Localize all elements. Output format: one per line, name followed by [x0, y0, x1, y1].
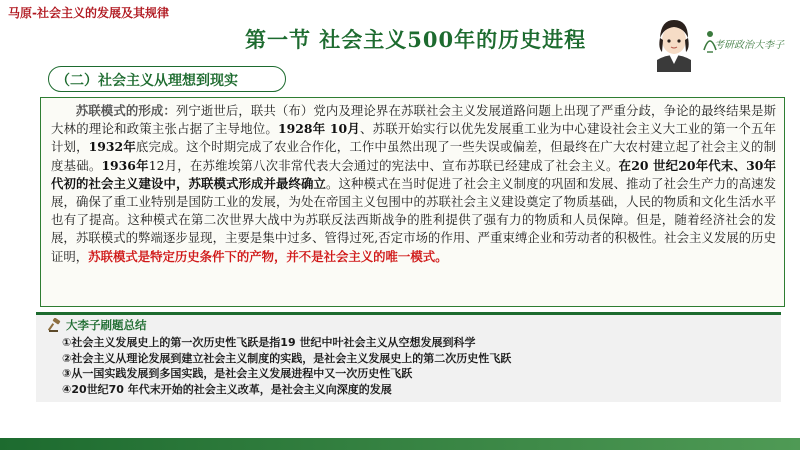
page-title: 第一节 社会主义500年的历史进程: [245, 27, 587, 52]
content-box: [40, 97, 785, 307]
content-bold-1: 1928年 10月: [278, 121, 360, 137]
content-bold-2: 1932年: [88, 139, 136, 155]
course-label: 马原-社会主义的发展及其规律: [8, 6, 169, 20]
content-text-4: 12月，在苏维埃第八次非常代表大会通过的宪法中、宣布苏联已经建成了社会主义。: [148, 157, 619, 173]
content-text-3: 底完成。这个时期完成了农业合作化，工作中虽然出现了一些失误或偏差，但最终在广大农村建立起了社会主义的制度基础。: [51, 139, 777, 173]
content-highlight: 苏联模式是特定历史条件下的产物，并不是社会主义的唯一模式。: [88, 248, 448, 264]
bottom-band: [0, 438, 800, 450]
content-text-2: 、苏联开始实行以优先发展重工业为中心建设社会主义大工业的第一个五年计划，: [51, 121, 777, 155]
brand-text: 考研政治大李子: [714, 40, 784, 51]
content-text-5: 。这种模式在当时促进了社会主义制度的巩固和发展、推动了社会生产力的高速发展，确保了重工业特别是国防工业的发展，为处在帝国主义包围中的苏联社会主义建设奠定了物质基础，人民的物质和文化生活水平也有了提高。这种模式在第二次世界大战中为苏联反法西斯战争的胜利提供了强有力的物质和人员保障。但是，随着经济社会的发展，苏联模式的弊端逐步显现，主要是集中过多、管得过死,否定市场的作用、严重束缚企业和劳动者的积极性。社会主义发展的历史证明，: [51, 175, 777, 264]
summary-list: [62, 335, 511, 397]
summary-item: ①社会主义发展史上的第一次历史性飞跃是指19 世纪中叶社会主义从空想发展到科学: [62, 336, 476, 349]
content-bold-4: 在20 世纪20年代末、30年代初的社会主义建设中，苏联模式形成并最终确立: [51, 157, 776, 191]
teacher-avatar-icon: [651, 14, 697, 72]
content-paragraph: [51, 102, 776, 266]
content-lead: 苏联模式的形成：: [75, 103, 176, 118]
content-text-1: 列宁逝世后，联共（布）党内及理论界在苏联社会主义发展道路问题上出现了严重分歧，争论的最终结果是斯大林的理论和政策主张占据了主导地位。: [51, 103, 777, 137]
summary-item: ②社会主义从理论发展到建立社会主义制度的实践，是社会主义发展史上的第二次历史性飞跃: [62, 351, 512, 365]
content-bold-3: 1936年: [101, 157, 149, 173]
summary-title: 大李子刷题总结: [66, 318, 147, 332]
summary-item: ③从一国实践发展到多国实践，是社会主义发展进程中又一次历史性飞跃: [62, 367, 413, 380]
section-title: （二）社会主义从理想到现实: [56, 73, 238, 89]
summary-item: ④20世纪70 年代末开始的社会主义改革，是社会主义向深度的发展: [62, 382, 392, 396]
gavel-icon: [48, 318, 62, 332]
